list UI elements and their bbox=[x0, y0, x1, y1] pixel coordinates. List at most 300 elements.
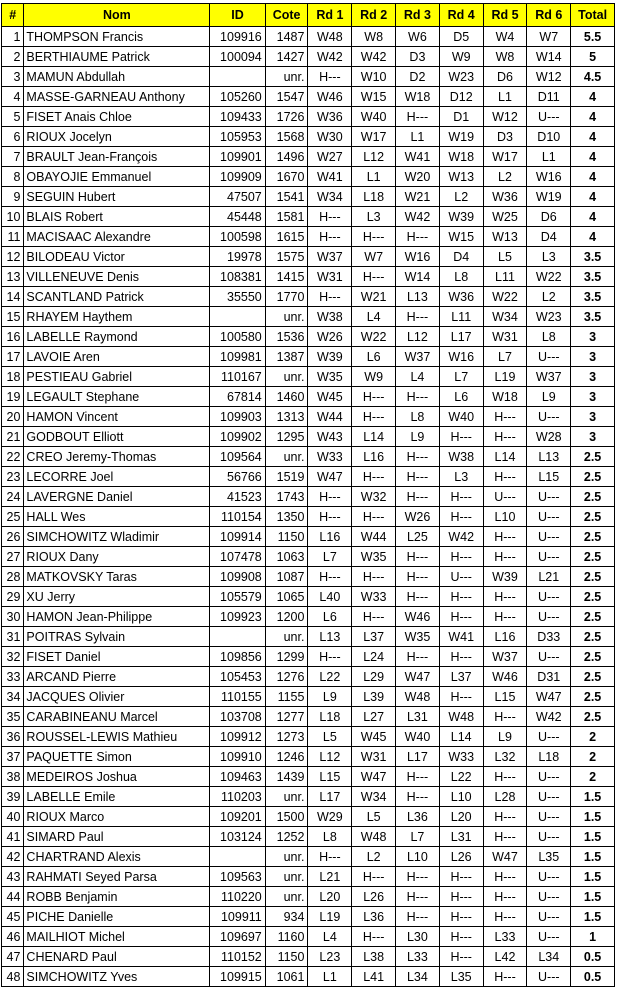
standings-body bbox=[2, 27, 615, 987]
round-3-cell: H--- bbox=[396, 487, 440, 507]
round-6-cell: W14 bbox=[527, 47, 571, 67]
rank-cell: 18 bbox=[2, 367, 24, 387]
rank-cell: 21 bbox=[2, 427, 24, 447]
round-1-cell: W47 bbox=[308, 467, 352, 487]
round-4-cell: W33 bbox=[439, 747, 483, 767]
round-4-cell: H--- bbox=[439, 587, 483, 607]
round-6-cell: W28 bbox=[527, 427, 571, 447]
table-row[interactable] bbox=[2, 887, 615, 907]
round-2-cell: W8 bbox=[352, 27, 396, 47]
header-round-4[interactable]: Rd 4 bbox=[439, 4, 483, 27]
table-row[interactable] bbox=[2, 147, 615, 167]
round-5-cell: W46 bbox=[483, 667, 527, 687]
round-3-cell: W6 bbox=[396, 27, 440, 47]
total-cell: 4 bbox=[571, 167, 615, 187]
table-row[interactable] bbox=[2, 427, 615, 447]
round-5-cell: H--- bbox=[483, 407, 527, 427]
rank-cell: 39 bbox=[2, 787, 24, 807]
rank-cell: 33 bbox=[2, 667, 24, 687]
round-4-cell: W19 bbox=[439, 127, 483, 147]
rating-cell: 1061 bbox=[265, 967, 308, 987]
table-row[interactable] bbox=[2, 747, 615, 767]
round-1-cell: L23 bbox=[308, 947, 352, 967]
table-row[interactable] bbox=[2, 507, 615, 527]
round-1-cell: L6 bbox=[308, 607, 352, 627]
round-2-cell: W42 bbox=[352, 47, 396, 67]
table-row[interactable] bbox=[2, 587, 615, 607]
player-id-cell bbox=[210, 67, 266, 87]
round-3-cell: L25 bbox=[396, 527, 440, 547]
player-name-cell: LAVERGNE Daniel bbox=[24, 487, 210, 507]
player-id-cell: 105260 bbox=[210, 87, 266, 107]
round-4-cell: W36 bbox=[439, 287, 483, 307]
rating-cell: 1252 bbox=[265, 827, 308, 847]
round-6-cell: W7 bbox=[527, 27, 571, 47]
player-name-cell: THOMPSON Francis bbox=[24, 27, 210, 47]
round-6-cell: U--- bbox=[527, 547, 571, 567]
player-id-cell: 109914 bbox=[210, 527, 266, 547]
round-2-cell: L5 bbox=[352, 807, 396, 827]
round-2-cell: L26 bbox=[352, 887, 396, 907]
round-5-cell: W18 bbox=[483, 387, 527, 407]
player-name-cell: CHENARD Paul bbox=[24, 947, 210, 967]
round-3-cell: H--- bbox=[396, 227, 440, 247]
rank-cell: 34 bbox=[2, 687, 24, 707]
round-2-cell: W17 bbox=[352, 127, 396, 147]
round-3-cell: W35 bbox=[396, 627, 440, 647]
round-2-cell: L38 bbox=[352, 947, 396, 967]
rank-cell: 27 bbox=[2, 547, 24, 567]
round-1-cell: L40 bbox=[308, 587, 352, 607]
round-5-cell: H--- bbox=[483, 467, 527, 487]
round-5-cell: W37 bbox=[483, 647, 527, 667]
round-6-cell: W22 bbox=[527, 267, 571, 287]
round-2-cell: H--- bbox=[352, 507, 396, 527]
round-2-cell: L39 bbox=[352, 687, 396, 707]
header-rank[interactable]: # bbox=[2, 4, 24, 27]
round-1-cell: W33 bbox=[308, 447, 352, 467]
table-row[interactable] bbox=[2, 647, 615, 667]
rating-cell: 1150 bbox=[265, 527, 308, 547]
player-id-cell: 109908 bbox=[210, 567, 266, 587]
player-id-cell: 56766 bbox=[210, 467, 266, 487]
table-row[interactable] bbox=[2, 207, 615, 227]
table-row[interactable] bbox=[2, 467, 615, 487]
round-1-cell: H--- bbox=[308, 207, 352, 227]
rank-cell: 16 bbox=[2, 327, 24, 347]
rank-cell: 9 bbox=[2, 187, 24, 207]
round-3-cell: L31 bbox=[396, 707, 440, 727]
round-4-cell: L17 bbox=[439, 327, 483, 347]
table-row[interactable] bbox=[2, 667, 615, 687]
table-row[interactable] bbox=[2, 967, 615, 987]
round-4-cell: D4 bbox=[439, 247, 483, 267]
total-cell: 2.5 bbox=[571, 567, 615, 587]
table-row[interactable] bbox=[2, 187, 615, 207]
round-1-cell: L15 bbox=[308, 767, 352, 787]
rating-cell: 1295 bbox=[265, 427, 308, 447]
round-6-cell: L18 bbox=[527, 747, 571, 767]
round-6-cell: U--- bbox=[527, 967, 571, 987]
round-2-cell: W9 bbox=[352, 367, 396, 387]
round-3-cell: H--- bbox=[396, 467, 440, 487]
rating-cell: 1087 bbox=[265, 567, 308, 587]
rank-cell: 32 bbox=[2, 647, 24, 667]
round-2-cell: W33 bbox=[352, 587, 396, 607]
table-row[interactable] bbox=[2, 387, 615, 407]
rank-cell: 22 bbox=[2, 447, 24, 467]
player-id-cell: 109433 bbox=[210, 107, 266, 127]
table-row[interactable] bbox=[2, 767, 615, 787]
rank-cell: 11 bbox=[2, 227, 24, 247]
total-cell: 2.5 bbox=[571, 707, 615, 727]
player-id-cell: 108381 bbox=[210, 267, 266, 287]
rank-cell: 4 bbox=[2, 87, 24, 107]
total-cell: 1.5 bbox=[571, 847, 615, 867]
round-6-cell: U--- bbox=[527, 607, 571, 627]
table-row[interactable] bbox=[2, 267, 615, 287]
header-round-5[interactable]: Rd 5 bbox=[483, 4, 527, 27]
round-1-cell: W44 bbox=[308, 407, 352, 427]
round-5-cell: H--- bbox=[483, 527, 527, 547]
total-cell: 4 bbox=[571, 227, 615, 247]
player-name-cell: POITRAS Sylvain bbox=[24, 627, 210, 647]
rating-cell: 1575 bbox=[265, 247, 308, 267]
round-5-cell: H--- bbox=[483, 867, 527, 887]
player-id-cell: 109923 bbox=[210, 607, 266, 627]
rank-cell: 30 bbox=[2, 607, 24, 627]
rating-cell: 1770 bbox=[265, 287, 308, 307]
round-4-cell: L20 bbox=[439, 807, 483, 827]
round-5-cell: W22 bbox=[483, 287, 527, 307]
round-4-cell: L6 bbox=[439, 387, 483, 407]
round-2-cell: L1 bbox=[352, 167, 396, 187]
round-5-cell: L14 bbox=[483, 447, 527, 467]
player-name-cell: CREO Jeremy-Thomas bbox=[24, 447, 210, 467]
player-name-cell: SCANTLAND Patrick bbox=[24, 287, 210, 307]
table-row[interactable] bbox=[2, 567, 615, 587]
total-cell: 1.5 bbox=[571, 887, 615, 907]
round-3-cell: L7 bbox=[396, 827, 440, 847]
round-3-cell: H--- bbox=[396, 567, 440, 587]
table-row[interactable] bbox=[2, 627, 615, 647]
rating-cell: 1277 bbox=[265, 707, 308, 727]
round-2-cell: W45 bbox=[352, 727, 396, 747]
round-5-cell: L9 bbox=[483, 727, 527, 747]
round-5-cell: L11 bbox=[483, 267, 527, 287]
rating-cell: 1568 bbox=[265, 127, 308, 147]
table-row[interactable] bbox=[2, 347, 615, 367]
table-row[interactable] bbox=[2, 547, 615, 567]
player-id-cell: 100094 bbox=[210, 47, 266, 67]
round-1-cell: H--- bbox=[308, 227, 352, 247]
round-2-cell: W47 bbox=[352, 767, 396, 787]
rating-cell: 1276 bbox=[265, 667, 308, 687]
round-1-cell: W29 bbox=[308, 807, 352, 827]
round-3-cell: L10 bbox=[396, 847, 440, 867]
rank-cell: 25 bbox=[2, 507, 24, 527]
table-row[interactable] bbox=[2, 707, 615, 727]
header-round-1[interactable]: Rd 1 bbox=[308, 4, 352, 27]
total-cell: 2 bbox=[571, 727, 615, 747]
rank-cell: 28 bbox=[2, 567, 24, 587]
round-6-cell: W42 bbox=[527, 707, 571, 727]
round-3-cell: L13 bbox=[396, 287, 440, 307]
rank-cell: 17 bbox=[2, 347, 24, 367]
header-round-2[interactable]: Rd 2 bbox=[352, 4, 396, 27]
round-3-cell: L17 bbox=[396, 747, 440, 767]
player-id-cell: 109564 bbox=[210, 447, 266, 467]
player-name-cell: LECORRE Joel bbox=[24, 467, 210, 487]
round-6-cell: D10 bbox=[527, 127, 571, 147]
round-1-cell: W41 bbox=[308, 167, 352, 187]
round-4-cell: H--- bbox=[439, 867, 483, 887]
round-4-cell: H--- bbox=[439, 887, 483, 907]
total-cell: 3.5 bbox=[571, 307, 615, 327]
round-2-cell: H--- bbox=[352, 387, 396, 407]
player-name-cell: BRAULT Jean-François bbox=[24, 147, 210, 167]
total-cell: 3.5 bbox=[571, 287, 615, 307]
round-3-cell: W14 bbox=[396, 267, 440, 287]
table-row[interactable] bbox=[2, 47, 615, 67]
round-1-cell: L20 bbox=[308, 887, 352, 907]
rating-cell: 1246 bbox=[265, 747, 308, 767]
table-row[interactable] bbox=[2, 447, 615, 467]
table-row[interactable] bbox=[2, 527, 615, 547]
round-3-cell: W42 bbox=[396, 207, 440, 227]
round-4-cell: L22 bbox=[439, 767, 483, 787]
round-6-cell: U--- bbox=[527, 887, 571, 907]
round-1-cell: L7 bbox=[308, 547, 352, 567]
rank-cell: 48 bbox=[2, 967, 24, 987]
round-3-cell: H--- bbox=[396, 307, 440, 327]
table-row[interactable] bbox=[2, 867, 615, 887]
player-name-cell: HAMON Vincent bbox=[24, 407, 210, 427]
round-6-cell: D31 bbox=[527, 667, 571, 687]
round-6-cell: U--- bbox=[527, 787, 571, 807]
round-3-cell: H--- bbox=[396, 787, 440, 807]
table-row[interactable] bbox=[2, 927, 615, 947]
round-3-cell: H--- bbox=[396, 647, 440, 667]
player-id-cell: 109910 bbox=[210, 747, 266, 767]
total-cell: 3 bbox=[571, 327, 615, 347]
player-name-cell: SIMCHOWITZ Wladimir bbox=[24, 527, 210, 547]
round-1-cell: L19 bbox=[308, 907, 352, 927]
table-row[interactable] bbox=[2, 27, 615, 47]
total-cell: 3.5 bbox=[571, 247, 615, 267]
round-5-cell: L28 bbox=[483, 787, 527, 807]
total-cell: 4 bbox=[571, 187, 615, 207]
round-3-cell: L8 bbox=[396, 407, 440, 427]
player-name-cell: BILODEAU Victor bbox=[24, 247, 210, 267]
total-cell: 0.5 bbox=[571, 947, 615, 967]
rating-cell: 1160 bbox=[265, 927, 308, 947]
round-4-cell: L10 bbox=[439, 787, 483, 807]
round-6-cell: U--- bbox=[527, 407, 571, 427]
round-5-cell: H--- bbox=[483, 547, 527, 567]
round-6-cell: L8 bbox=[527, 327, 571, 347]
header-rating[interactable]: Cote bbox=[265, 4, 308, 27]
table-row[interactable] bbox=[2, 287, 615, 307]
player-id-cell: 109903 bbox=[210, 407, 266, 427]
table-row[interactable] bbox=[2, 227, 615, 247]
player-id-cell: 110220 bbox=[210, 887, 266, 907]
header-name[interactable]: Nom bbox=[24, 4, 210, 27]
rank-cell: 10 bbox=[2, 207, 24, 227]
player-id-cell: 109201 bbox=[210, 807, 266, 827]
rank-cell: 24 bbox=[2, 487, 24, 507]
round-5-cell: H--- bbox=[483, 887, 527, 907]
round-2-cell: L37 bbox=[352, 627, 396, 647]
round-5-cell: L5 bbox=[483, 247, 527, 267]
round-4-cell: H--- bbox=[439, 927, 483, 947]
header-round-3[interactable]: Rd 3 bbox=[396, 4, 440, 27]
round-4-cell: H--- bbox=[439, 507, 483, 527]
round-1-cell: H--- bbox=[308, 487, 352, 507]
table-row[interactable] bbox=[2, 947, 615, 967]
table-row[interactable] bbox=[2, 727, 615, 747]
player-id-cell: 109915 bbox=[210, 967, 266, 987]
round-5-cell: W34 bbox=[483, 307, 527, 327]
player-id-cell bbox=[210, 847, 266, 867]
round-3-cell: W26 bbox=[396, 507, 440, 527]
round-2-cell: H--- bbox=[352, 407, 396, 427]
rank-cell: 36 bbox=[2, 727, 24, 747]
round-5-cell: L16 bbox=[483, 627, 527, 647]
round-2-cell: W15 bbox=[352, 87, 396, 107]
round-4-cell: H--- bbox=[439, 547, 483, 567]
player-id-cell: 105453 bbox=[210, 667, 266, 687]
table-row[interactable] bbox=[2, 907, 615, 927]
table-row[interactable] bbox=[2, 827, 615, 847]
rating-cell: 1726 bbox=[265, 107, 308, 127]
round-3-cell: W18 bbox=[396, 87, 440, 107]
table-row[interactable] bbox=[2, 327, 615, 347]
table-row[interactable] bbox=[2, 307, 615, 327]
player-name-cell: MAILHIOT Michel bbox=[24, 927, 210, 947]
table-row[interactable] bbox=[2, 847, 615, 867]
player-name-cell: CHARTRAND Alexis bbox=[24, 847, 210, 867]
round-3-cell: H--- bbox=[396, 867, 440, 887]
player-id-cell: 35550 bbox=[210, 287, 266, 307]
round-2-cell: L6 bbox=[352, 347, 396, 367]
player-id-cell: 110203 bbox=[210, 787, 266, 807]
round-4-cell: H--- bbox=[439, 907, 483, 927]
round-4-cell: W13 bbox=[439, 167, 483, 187]
rating-cell: 1350 bbox=[265, 507, 308, 527]
round-2-cell: L12 bbox=[352, 147, 396, 167]
rating-cell: unr. bbox=[265, 447, 308, 467]
player-id-cell: 110155 bbox=[210, 687, 266, 707]
round-5-cell: D6 bbox=[483, 67, 527, 87]
table-row[interactable] bbox=[2, 487, 615, 507]
round-3-cell: W20 bbox=[396, 167, 440, 187]
table-row[interactable] bbox=[2, 807, 615, 827]
round-6-cell: D6 bbox=[527, 207, 571, 227]
round-3-cell: W16 bbox=[396, 247, 440, 267]
table-row[interactable] bbox=[2, 67, 615, 87]
rank-cell: 14 bbox=[2, 287, 24, 307]
table-row[interactable] bbox=[2, 167, 615, 187]
player-name-cell: FISET Daniel bbox=[24, 647, 210, 667]
round-2-cell: H--- bbox=[352, 267, 396, 287]
round-1-cell: L22 bbox=[308, 667, 352, 687]
player-id-cell: 109911 bbox=[210, 907, 266, 927]
round-6-cell: U--- bbox=[527, 527, 571, 547]
round-5-cell: H--- bbox=[483, 587, 527, 607]
player-id-cell: 19978 bbox=[210, 247, 266, 267]
player-id-cell: 105579 bbox=[210, 587, 266, 607]
total-cell: 3 bbox=[571, 407, 615, 427]
round-6-cell: U--- bbox=[527, 647, 571, 667]
player-id-cell: 109909 bbox=[210, 167, 266, 187]
table-row[interactable] bbox=[2, 407, 615, 427]
round-2-cell: L29 bbox=[352, 667, 396, 687]
player-name-cell: LABELLE Emile bbox=[24, 787, 210, 807]
rank-cell: 13 bbox=[2, 267, 24, 287]
player-name-cell: RIOUX Marco bbox=[24, 807, 210, 827]
table-row[interactable] bbox=[2, 687, 615, 707]
header-total[interactable]: Total bbox=[571, 4, 615, 27]
header-round-6[interactable]: Rd 6 bbox=[527, 4, 571, 27]
table-row[interactable] bbox=[2, 247, 615, 267]
round-2-cell: H--- bbox=[352, 867, 396, 887]
table-row[interactable] bbox=[2, 127, 615, 147]
round-1-cell: H--- bbox=[308, 847, 352, 867]
round-1-cell: L18 bbox=[308, 707, 352, 727]
round-1-cell: L16 bbox=[308, 527, 352, 547]
round-5-cell: L42 bbox=[483, 947, 527, 967]
round-3-cell: L34 bbox=[396, 967, 440, 987]
table-row[interactable] bbox=[2, 787, 615, 807]
round-2-cell: H--- bbox=[352, 927, 396, 947]
round-2-cell: L36 bbox=[352, 907, 396, 927]
table-row[interactable] bbox=[2, 87, 615, 107]
player-name-cell: XU Jerry bbox=[24, 587, 210, 607]
rating-cell: unr. bbox=[265, 67, 308, 87]
round-4-cell: U--- bbox=[439, 567, 483, 587]
total-cell: 2.5 bbox=[571, 467, 615, 487]
table-row[interactable] bbox=[2, 367, 615, 387]
table-row[interactable] bbox=[2, 107, 615, 127]
round-4-cell: W15 bbox=[439, 227, 483, 247]
round-5-cell: W39 bbox=[483, 567, 527, 587]
round-1-cell: H--- bbox=[308, 507, 352, 527]
round-1-cell: W48 bbox=[308, 27, 352, 47]
round-1-cell: W30 bbox=[308, 127, 352, 147]
player-name-cell: OBAYOJIE Emmanuel bbox=[24, 167, 210, 187]
total-cell: 1.5 bbox=[571, 867, 615, 887]
round-3-cell: D2 bbox=[396, 67, 440, 87]
round-6-cell: L34 bbox=[527, 947, 571, 967]
round-3-cell: W21 bbox=[396, 187, 440, 207]
round-4-cell: W40 bbox=[439, 407, 483, 427]
round-2-cell: L24 bbox=[352, 647, 396, 667]
table-row[interactable] bbox=[2, 607, 615, 627]
rating-cell: 1581 bbox=[265, 207, 308, 227]
round-6-cell: U--- bbox=[527, 587, 571, 607]
rank-cell: 3 bbox=[2, 67, 24, 87]
round-4-cell: L7 bbox=[439, 367, 483, 387]
player-id-cell: 110152 bbox=[210, 947, 266, 967]
round-6-cell: L35 bbox=[527, 847, 571, 867]
round-4-cell: L2 bbox=[439, 187, 483, 207]
total-cell: 2.5 bbox=[571, 587, 615, 607]
player-id-cell bbox=[210, 307, 266, 327]
header-id[interactable]: ID bbox=[210, 4, 266, 27]
total-cell: 1 bbox=[571, 927, 615, 947]
rating-cell: 1500 bbox=[265, 807, 308, 827]
